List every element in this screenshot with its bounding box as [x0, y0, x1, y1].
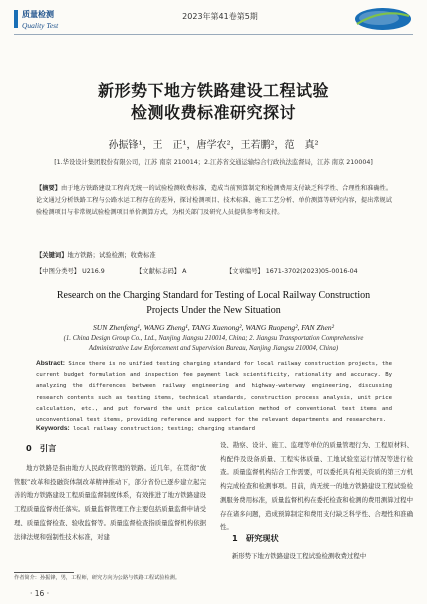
journal-name-en: Quality Test — [22, 21, 59, 30]
page-number: · 16 · — [30, 589, 50, 598]
journal-logo-icon — [353, 6, 413, 32]
clc-number: 【中图分类号】 U216.9 — [36, 268, 105, 275]
issue-info: 2023年第41卷第5期 — [182, 12, 258, 21]
affiliation-en-line2: Administrative Law Enforcement and Supervision Bureau, Nanjing Jiangsu 210004, China) — [88, 345, 339, 352]
keywords-cn-text: 地方铁路；试验检测；收费标准 — [67, 252, 156, 259]
abstract-cn-label: 【摘要】 — [36, 185, 61, 192]
journal-name — [22, 9, 58, 30]
header-accent-bar — [14, 10, 18, 28]
abstract-en — [36, 358, 392, 426]
abstract-cn-text: 由于地方铁路建设工程尚无统一的试验检测收费标准，造成当前预算制定和检测费用支付缺乏科学性、合理性和准确性。论文通过分析铁路工程与公路水运工程存在的差异，探讨检测项目、技术标准、施工工艺分析、单价测算等研究内容，提出常规试验检测项目与非常规试验检测项目单价测算方式，为相关部门及研究人员提供参考和支持。 — [36, 185, 393, 216]
article-title-line1: 新形势下地方铁路建设工程试验 — [97, 81, 329, 100]
article-title-line2: 检测收费标准研究探讨 — [130, 103, 296, 122]
affiliation-cn: [1.华设设计集团股份有限公司，江苏 南京 210014；2.江苏省交通运输综合行政执法监督局，江苏 南京 210004] — [54, 159, 373, 166]
keywords-en — [36, 425, 255, 432]
footnote-rule — [14, 572, 74, 573]
article-number: 【文章编号】 1671-3702(2023)05-0016-04 — [226, 268, 358, 275]
author-footnote: 作者简介：孙振锋，男，工程师，研究方向为公路与铁路工程试验检测。 — [14, 575, 181, 581]
body-left-column: 地方铁路是指由地方人民政府管理的铁路。近几年，在贯彻“放管服”改革和投融资体制改革精神推动下，部分省份已逐步建立起完善的地方铁路建设工程质量监督制度体系，有效推进了地方铁路建设工程质量监督责任落实。质量监督管理工作主要包括质量监督申请受理、质量监督检查、验收监督等。质量监督检查指质量监督机构依据法律法规和强制性技术标准，对建 — [14, 464, 206, 541]
article-title-en-line1: Research on the Charging Standard for Testing of Local Railway Construction — [56, 290, 371, 301]
authors-cn: 孙振锋¹，王 正¹，唐学农²，王若鹏²，范 真² — [108, 140, 319, 151]
document-code: 【文献标志码】 A — [136, 268, 187, 275]
abstract-cn — [36, 183, 392, 218]
body-right-column-bottom: 新形势下地方铁路建设工程试验检测收费过程中 — [232, 552, 367, 560]
article-title-en-line2: Projects Under the New Situation — [146, 305, 281, 316]
section-heading-introduction: 0 引言 — [26, 443, 57, 453]
body-right-column-top: 设、勘察、设计、施工、监理等单位的质量管理行为、工程原材料、构配件及设备质量、工程实体质量、工地试验室运行情况等进行检查。质量监督机构结合工作需要，可以委托具有相关资质的第三方机构完成检查和检测事项。目前，尚无统一的地方铁路建设工程试验检测服务费用标准，质量监督机构在委托检查和检测的费用测算过程中存在诸多问题，造成预算制定和费用支付缺乏科学性、合理性和准确性。 — [220, 441, 413, 532]
page-header — [0, 0, 427, 40]
authors-en: SUN Zhenfeng¹, WANG Zheng¹, TANG Xuenong², WANG Ruopeng², FAN Zhen² — [92, 323, 334, 332]
section-heading-research-status: 1 研究现状 — [232, 533, 279, 543]
affiliation-en-line1: (1. China Design Group Co., Ltd., Nanjing Jiangsu 210014, China; 2. Jiangsu Transportation Comprehensive — [63, 335, 364, 342]
keywords-cn — [36, 250, 156, 259]
abstract-en-text: Since there is no unified testing charging standard for local railway construction projects, the current budget formulation and inspection fee payment lack scientificity, rationality and accuracy. By analyzing the differences between railway engineering and highway-waterway engineering, discussing research contents such as testing items, technical standards, construction process analysis, unit price calculation, etc., and put forward the unit price calculation method of conventional test items and unconventional test items, providing reference and support for the relevant departments and researchers. — [36, 361, 392, 424]
keywords-en-text: local railway construction; testing; charging standard — [73, 426, 255, 432]
keywords-cn-label: 【关键词】 — [36, 252, 68, 259]
journal-name-cn: 质量检测 — [22, 10, 54, 19]
abstract-en-label: Abstract: — [36, 360, 65, 367]
keywords-en-label: Keywords: — [36, 425, 70, 432]
header-rule — [14, 34, 413, 35]
